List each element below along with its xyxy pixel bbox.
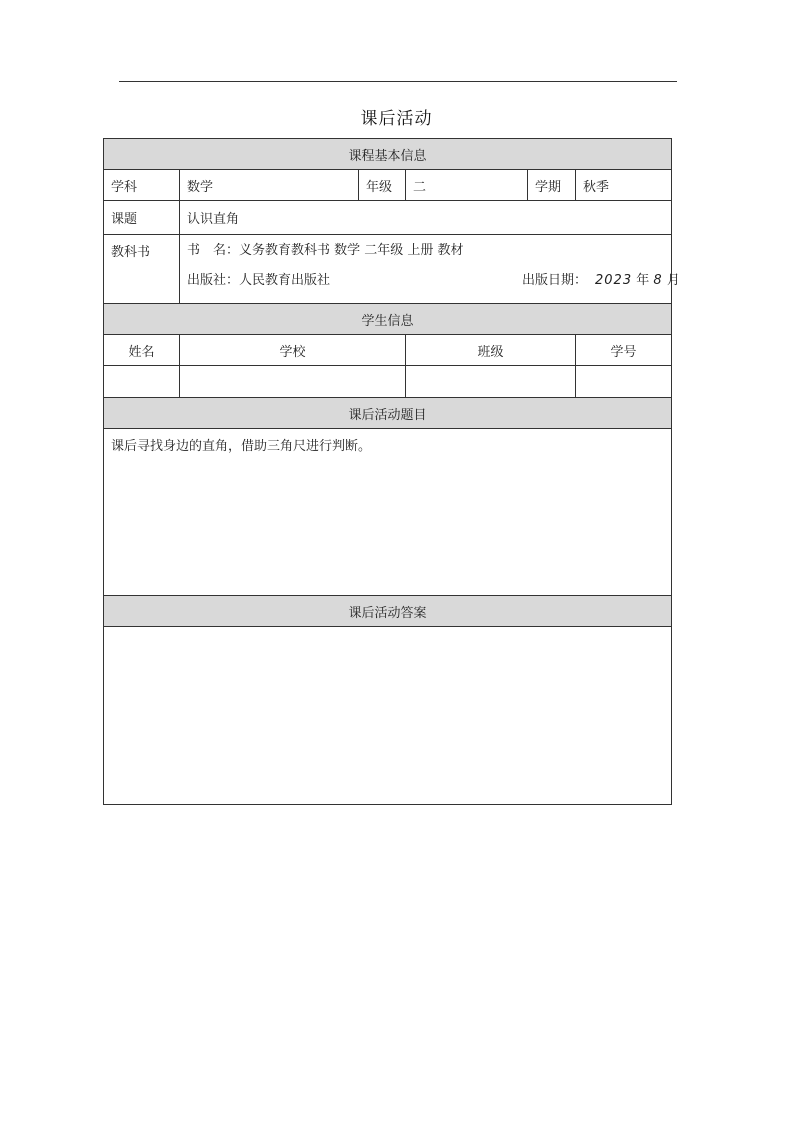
term-value: 秋季 [576, 170, 672, 201]
column-class: 班级 [406, 335, 576, 366]
publication-date [522, 271, 680, 291]
pub-month: 8 [653, 273, 663, 288]
section-header-question: 课后活动题目 [104, 398, 672, 429]
month-unit: 月 [666, 273, 680, 288]
book-name-value: 义务教育教科书 数学 二年级 上册 教材 [239, 243, 464, 258]
section-header-basic-info: 课程基本信息 [104, 139, 672, 170]
column-student-id: 学号 [576, 335, 672, 366]
section-header-answer: 课后活动答案 [104, 596, 672, 627]
textbook-details [180, 235, 680, 304]
grade-label: 年级 [359, 170, 406, 201]
book-name-line [187, 241, 664, 261]
document-title: 课后活动 [360, 109, 433, 129]
topic-label: 课题 [104, 201, 180, 235]
activity-sheet-table [103, 138, 680, 805]
grade-value: 二 [406, 170, 528, 201]
textbook-label: 教科书 [104, 235, 180, 304]
term-label: 学期 [528, 170, 576, 201]
book-name-label: 书 名： [187, 243, 240, 258]
column-name: 姓名 [104, 335, 180, 366]
publisher-line [187, 271, 680, 291]
student-id-field[interactable] [576, 366, 672, 398]
pub-year: 2023 [595, 273, 633, 288]
subject-label: 学科 [104, 170, 180, 201]
pub-date-label: 出版日期： [522, 273, 588, 288]
topic-value: 认识直角 [180, 201, 672, 235]
question-text: 课后寻找身边的直角，借助三角尺进行判断。 [104, 429, 672, 596]
answer-area[interactable] [104, 627, 672, 805]
publisher-label: 出版社： [187, 273, 240, 288]
subject-value: 数学 [180, 170, 359, 201]
header-rule [119, 81, 677, 82]
publisher-value: 人民教育出版社 [239, 273, 331, 288]
student-name-field[interactable] [104, 366, 180, 398]
student-class-field[interactable] [406, 366, 576, 398]
year-unit: 年 [636, 273, 650, 288]
student-school-field[interactable] [180, 366, 406, 398]
column-school: 学校 [180, 335, 406, 366]
section-header-student-info: 学生信息 [104, 304, 672, 335]
